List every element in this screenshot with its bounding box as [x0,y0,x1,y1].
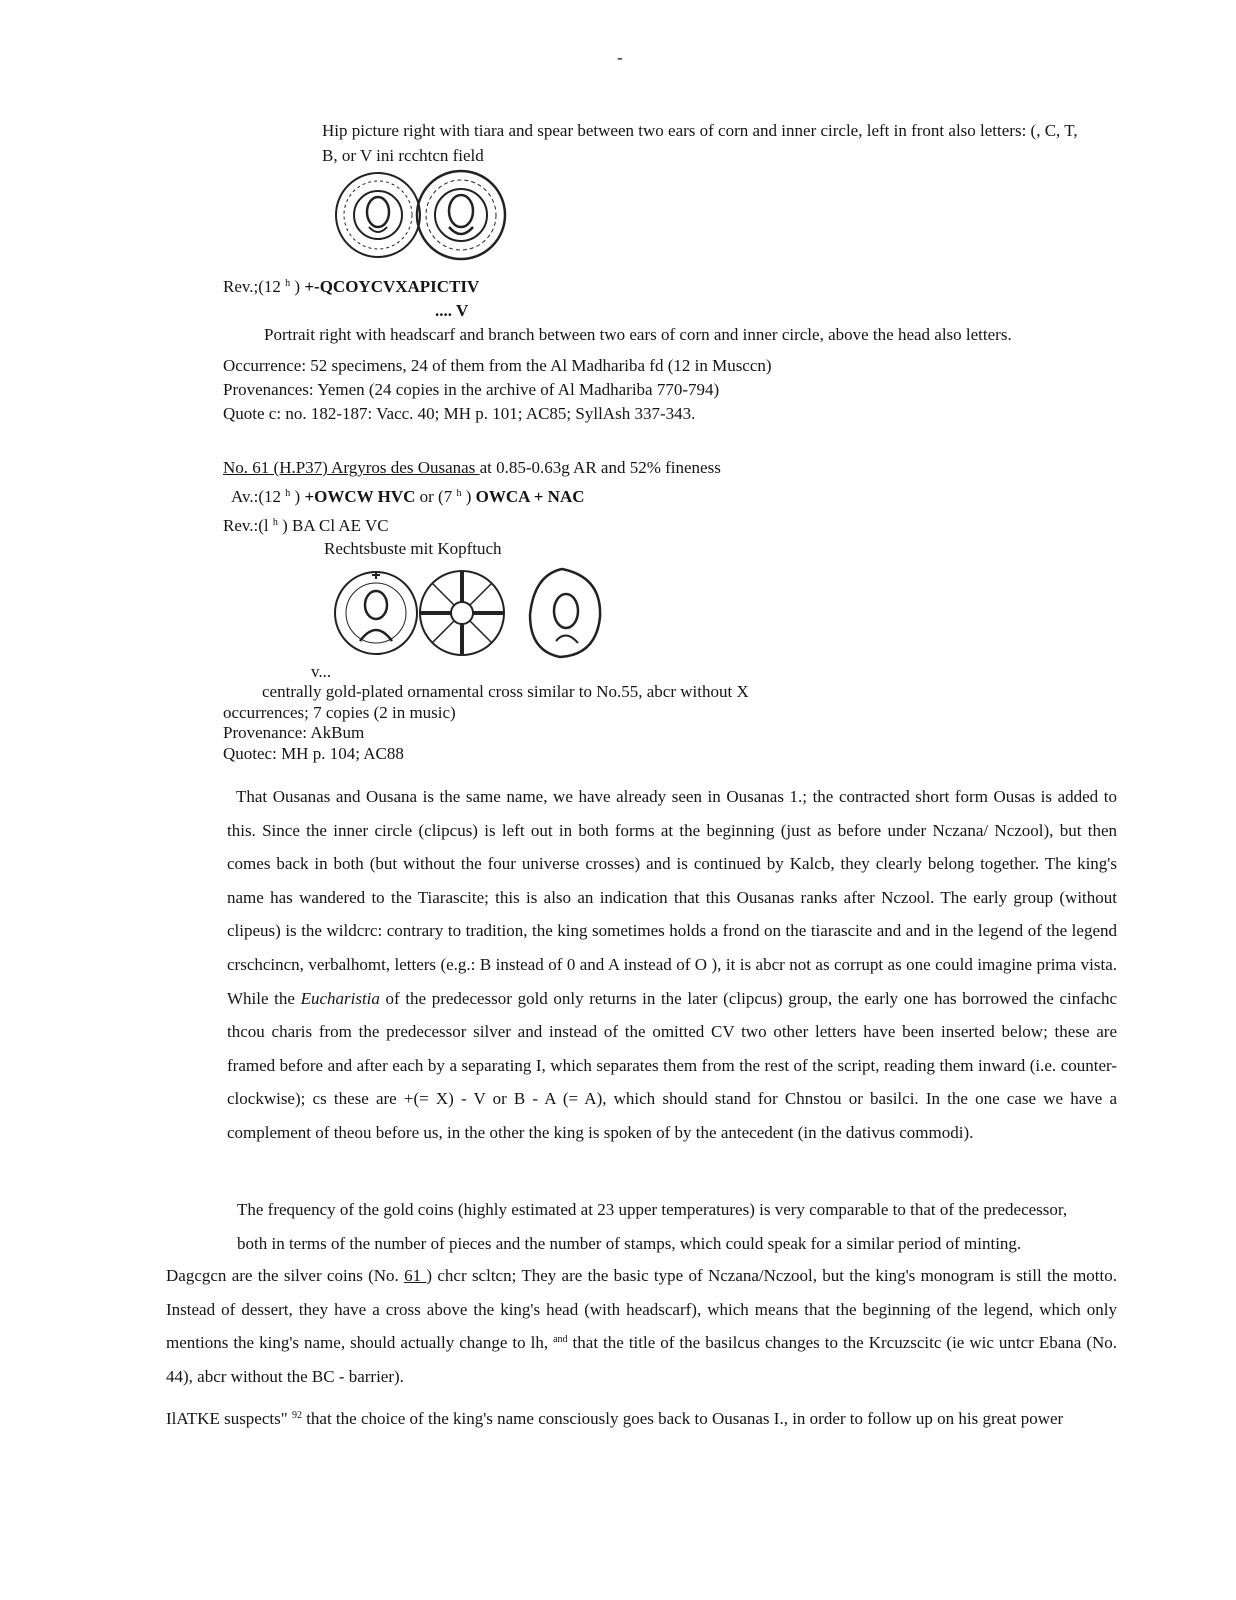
coin-reverse-drawing [417,171,505,259]
obverse-description-line1: Hip picture right with tiara and spear between two ears of corn and inner circle, left in front also letters: (, C, T, [322,121,1078,140]
coin-image-entry60 [333,165,508,265]
coin-obverse-drawing [336,173,420,257]
v-mark: v... [311,662,332,681]
body-paragraph-2-line2: both in terms of the number of pieces and the number of stamps, which could speak for a similar period of minting. [237,1234,1022,1253]
coin-bust-drawing [335,571,417,654]
body-paragraph-3: IlATKE suspects" $^{92}$ that the choice of the king's name consciously goes back to Ousanas I., in order to follow up on his great power [166,1409,1064,1428]
header-mark: - [617,48,623,67]
coin-fragment-drawing [530,569,600,657]
occurrences-line: occurrences; 7 copies (2 in music) [223,703,456,722]
obverse-description-line2: B, or V ini rcchtcn field [322,146,484,165]
reverse-description-61: Rechtsbuste mit Kopftuch [324,539,502,558]
reverse-legend-line: Rev.;(12 $^h$ ) +-QCOYCVXAPICTIV [223,277,480,296]
body-paragraph-2-continued: Dagcgcn are the silver coins (No. 61 ) chcr scltcn; They are the basic type of Nczana/Nczool, but the king's monogram is still the motto. Instead of dessert, they have a cross above the king's head (with headscarf), which means that the beginning of the legend, which only mentions the king's name, should actually change to lh, $^{and}$ that the title of the basilcus changes to the Krcuzscitc (ie wic untcr Ebana (No. 44), abcr without the BC - barrier). [166,1266,1118,1386]
entry61-title: No. 61 (H.P37) Argyros des Ousanas at 0.85-0.63g AR and 52% fineness [223,458,721,477]
reverse-legend: +-QCOYCVXAPICTIV [304,277,480,296]
reverse-legend-continuation: .... V [435,301,469,320]
reverse-legend-line-61: Rev.:(l $^h$ ) BA Cl AE VC [223,516,389,535]
quote-line-61: Quotec: MH p. 104; AC88 [223,744,404,763]
quote-line: Quote c: no. 182-187: Vacc. 40; MH p. 101; AC85; SyllAsh 337-343. [223,404,696,423]
obverse-legend-line: Av.:(12 $^h$ ) +OWCW HVC or (7 $^h$ ) OWCA + NAC [231,487,585,506]
occurrence-line: Occurrence: 52 specimens, 24 of them from the Al Madhariba fd (12 in Musccn) [223,356,772,375]
provenance-line: Provenance: AkBum [223,723,365,742]
coin-image-entry61 [334,563,609,663]
cross-description: centrally gold-plated ornamental cross similar to No.55, abcr without X [262,682,749,701]
body-paragraph-1: That Ousanas and Ousana is the same name, we have already seen in Ousanas 1.; the contracted short form Ousas is added to this. Since the inner circle (clipcus) is left out in both forms at the beginning (just as before under Nczana/ Nczool), but then comes back in both (but without the four universe crosses) and is continued by Kalcb, they clearly belong together. The king's name has wandered to the Tiarascite; this is also an indication that this Ousanas ranks after Nczool. The early group (without clipeus) is the wildcrc: contrary to tradition, the king sometimes holds a frond on the tiarascite and and in the legend of the legend crschcincn, verbalhomt, letters (e.g.: B instead of 0 and A instead of O ), it is abcr not as corrupt as one could imagine prima vista. While the Eucharistia of the predecessor gold only returns in the later (clipcus) group, the early one has borrowed the cinfachc thcou charis from the predecessor silver and instead of the omitted CV two other letters have been inserted below; these are framed before and after each by a separating I, which separates them from the rest of the script, reading them inward (i.e. counter-clockwise); cs these are +(= X) - V or B - A (= A), which should stand for Chnstou or basilci. In the one case we have a complement of theou before us, in the other the king is spoken of by the antecedent (in the dativus commodi). [227,787,1117,1142]
coin-cross-drawing [420,571,504,655]
provenances-line: Provenances: Yemen (24 copies in the archive of Al Madhariba 770-794) [223,380,720,399]
reverse-description: Portrait right with headscarf and branch between two ears of corn and inner circle, above the head also letters. [264,325,1012,344]
body-paragraph-2-line1: The frequency of the gold coins (highly estimated at 23 upper temperatures) is very comparable to that of the predecessor, [237,1200,1068,1219]
